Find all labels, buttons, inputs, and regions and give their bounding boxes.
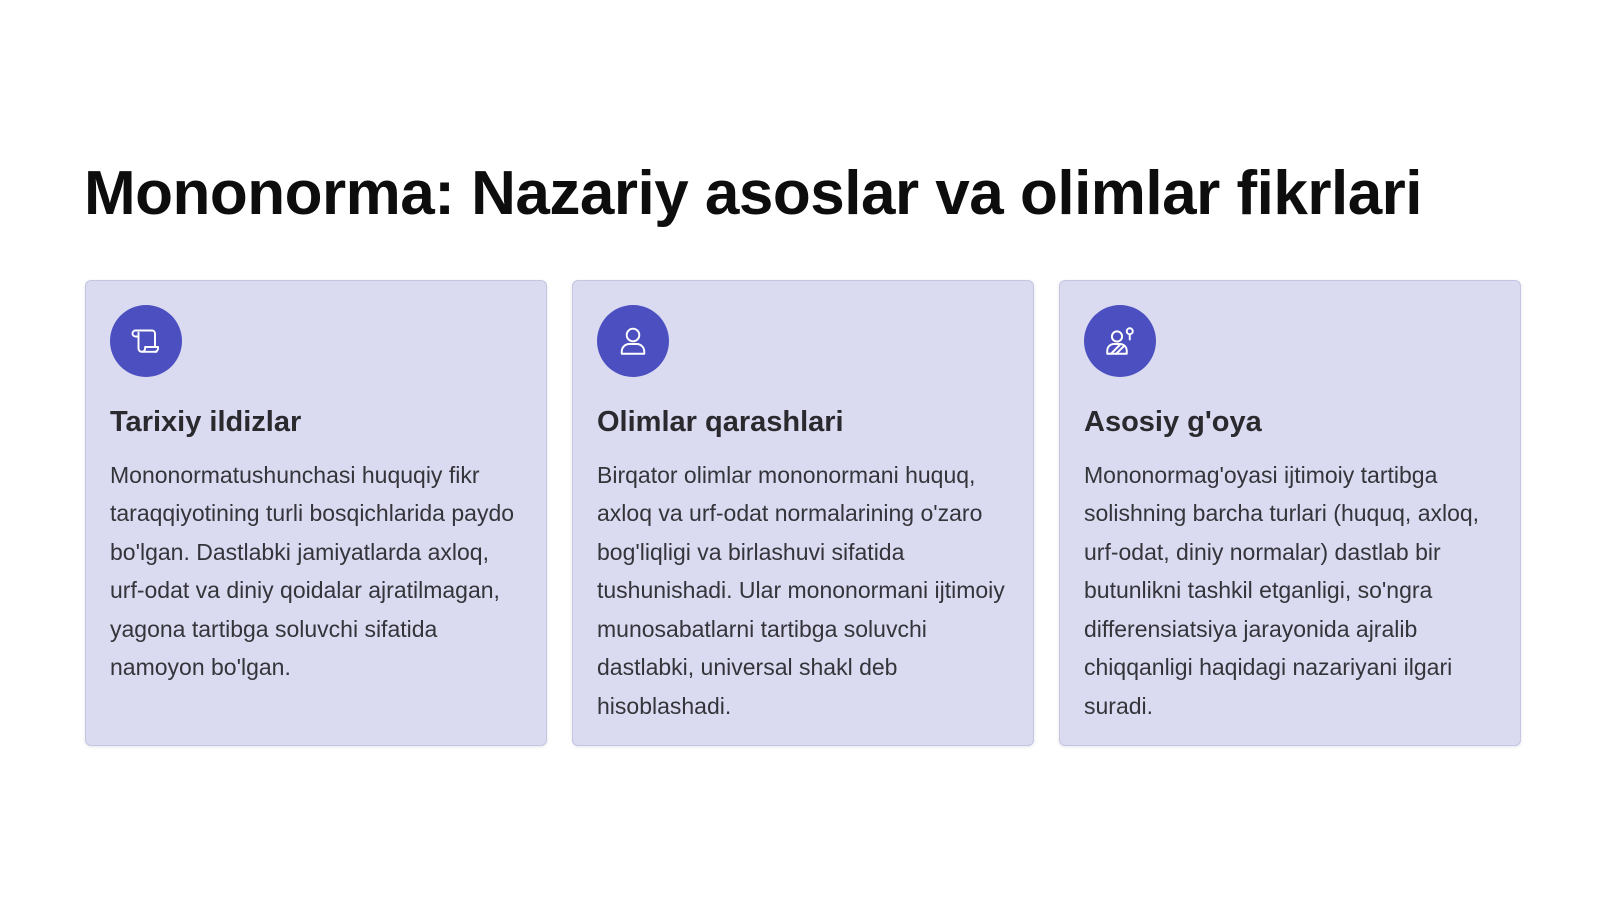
card-main-idea [1059, 280, 1521, 746]
card-text: Mononormatushunchasi huquqiy fikr taraqqiyotining turli bosqichlarida paydo bo'lgan. Dastlabki jamiyatlarda axloq, urf-odat va diniy qoidalar ajratilmagan, yagona tartibga soluvchi sifatida namoyon bo'lgan. [110, 461, 515, 681]
person-with-idea-icon [1084, 305, 1156, 377]
scroll-icon [110, 305, 182, 377]
card-historical-roots [85, 280, 547, 746]
card-text: Mononormag'oyasi ijtimoiy tartibga solishning barcha turlari (huquq, axloq, urf-odat, diniy normalar) dastlab bir butunlikni tashkil etganligi, so'ngra differensiatsiya jarayonida ajralib chiqqanligi haqidagi nazariyani ilgari suradi. [1084, 461, 1480, 719]
card-row [85, 280, 1525, 746]
card-title: Asosiy g'oya [1084, 406, 1262, 438]
person-icon [597, 305, 669, 377]
card-title: Tarixiy ildizlar [110, 406, 302, 438]
card-text: Birqator olimlar mononormani huquq, axloq va urf-odat normalarining o'zaro bog'liqligi va birlashuvi sifatida tushunishadi. Ular mononormani ijtimoiy munosabatlarni tartibga soluvchi dastlabki, universal shakl deb hisoblashadi. [597, 461, 1005, 719]
page-title: Mononorma: Nazariy asoslar va olimlar fikrlari [84, 159, 1423, 228]
card-title: Olimlar qarashlari [597, 406, 844, 438]
card-scholars-views [572, 280, 1034, 746]
